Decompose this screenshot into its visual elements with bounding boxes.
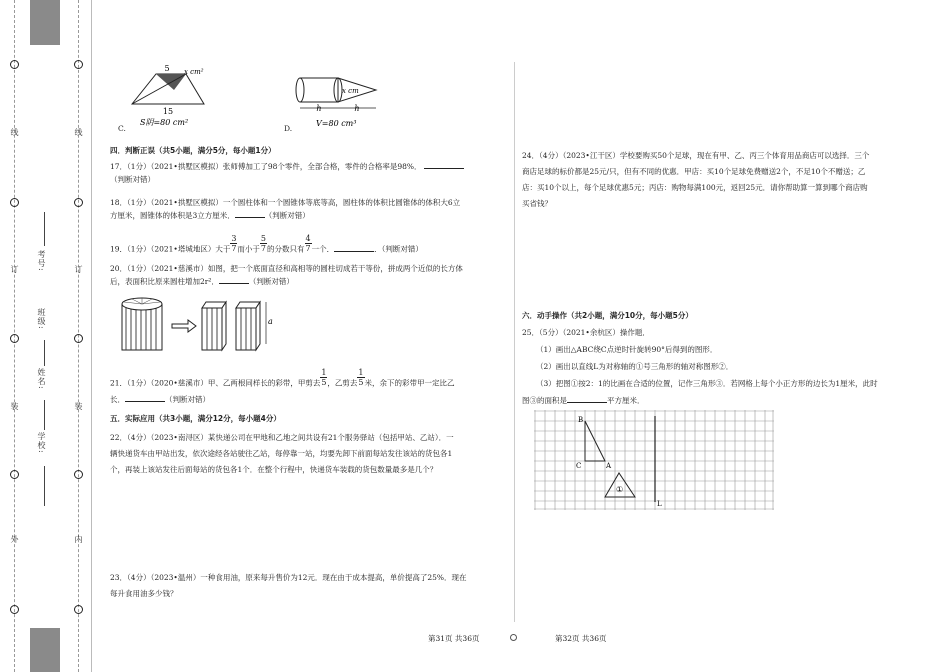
c-bottom-label: 15 <box>162 107 174 116</box>
question-25: 25．（5分）（2021•余杭区）操作题． （1）画出△ABC绕C点逆时针旋转90°后得到的图形． （2）画出以直线L为对称轴的①号三角形的轴对称图形②． （3）把图①按2：1的比画在合适的位置，记作三角形③．若网格上每个小正方形的边长为1厘米，此时 图③的面积是 平方厘米． <box>522 328 878 405</box>
figure-20-a-label: a <box>268 317 273 326</box>
answer-blank[interactable] <box>235 209 265 218</box>
c-top-label: 5 <box>164 64 170 73</box>
outer-label-xian: 线 <box>10 128 19 137</box>
binding-hole <box>74 198 83 207</box>
cylinder-left-end <box>296 78 304 102</box>
figure-20-cylinder-cut <box>118 296 283 358</box>
grid-label-a: A <box>606 462 612 470</box>
binding-hole <box>74 605 83 614</box>
question-19: 19．（1分）（2021•塔城地区）大于 $\frac{3}{7}$而小于 $\frac{5}{7}$的分数只有 $\frac{4}{7}$一个． ．（判断对错） <box>110 234 423 254</box>
section-6-title: 六．动手操作（共2小题，满分10分，每小题5分） <box>522 311 693 320</box>
field-name-label: 姓名: <box>37 368 46 390</box>
diagonal <box>132 74 186 104</box>
question-24: 24．（4分）（2023•江干区）学校要购买50个足球，现在有甲、乙、丙三个体育用品商店可以选择．三个 商店足球的标价都是25元/只，但有不同的优惠．甲店：买10个足球免费赠送2个，不足10个不赠送；乙 店：买10个以上，每个足球优惠5元；丙店：购物每满100元，返回25元．请你帮助算一算到哪个商店购 买省钱？ <box>522 151 870 208</box>
figure-c-label: C. <box>118 124 126 133</box>
page-border-left <box>91 0 92 672</box>
binding-hole <box>74 60 83 69</box>
field-class-input[interactable] <box>44 340 45 366</box>
c-var-label: x cm² <box>184 68 204 76</box>
outer-label-wai: 外 <box>10 535 19 544</box>
inner-label-nei: 内 <box>74 535 83 544</box>
field-school-label: 学校: <box>37 432 46 454</box>
field-name-input[interactable] <box>44 400 45 430</box>
question-17: 17．（1分）（2021•拱墅区模拟）张师傅加工了98个零件，全部合格，零件的合格率是98%． （判断对错） <box>110 160 510 186</box>
question-23: 23．（4分）（2023•温州）一种食用油，原来每升售价为12元．现在由于成本提高，单价提高了25%．现在 每升食用油多少钱？ <box>110 573 467 598</box>
grid-label-b: B <box>578 416 584 424</box>
binding-hole <box>10 605 19 614</box>
outer-label-zhuang: 装 <box>10 402 19 411</box>
footer-right: 第32页 共36页 <box>555 634 607 643</box>
answer-blank[interactable] <box>219 275 249 284</box>
striped-cylinder <box>122 298 162 350</box>
footer-separator-circle <box>510 634 517 641</box>
section-5-title: 五．实际应用（共3小题，满分12分，每小题4分） <box>110 414 281 423</box>
inner-label-zhuang: 装 <box>74 402 83 411</box>
question-22: 22．（4分）（2023•南浔区）某快递公司在甲地和乙地之间共设有21个服务驿站（包括甲站、乙站）．一 辆快递货车由甲站出发，依次途经各站驶往乙站，每停靠一站，均要先卸下前面每站发往该站的货包各1 个，再装上该站发往后面每站的货包各1个．在整个行程中，快递货车装载的货包数量最多是几个？ <box>110 433 454 474</box>
arrow-right <box>172 320 196 332</box>
binding-hole <box>74 334 83 343</box>
field-exam-id-label: 考号: <box>37 250 46 272</box>
inner-label-ding: 订 <box>74 265 83 274</box>
binding-hole <box>10 198 19 207</box>
binding-hole <box>10 334 19 343</box>
grid-label-one: ① <box>616 485 624 494</box>
binding-hole <box>10 470 19 479</box>
figure-d-cylinder-cone <box>292 68 382 130</box>
question-20: 20．（1分）（2021•慈溪市）如图，把一个底面直径和高相等的圆柱切成若干等份，拼成两个近似的长方体 后，表面积比原来圆柱增加2r²． （判断对错） <box>110 264 463 286</box>
footer-left: 第31页 共36页 <box>428 634 480 643</box>
outer-label-ding: 订 <box>10 265 19 274</box>
c-area-label: S阴=80 cm² <box>140 118 189 127</box>
column-divider <box>514 62 515 622</box>
field-exam-id-input[interactable] <box>44 212 45 246</box>
binding-bar-bottom <box>30 628 60 672</box>
figure-25-grid <box>534 410 774 510</box>
grid-label-c: C <box>576 462 582 470</box>
field-school-input[interactable] <box>44 466 45 506</box>
answer-blank[interactable] <box>567 394 607 403</box>
d-var-label: x cm <box>342 87 359 95</box>
answer-blank[interactable] <box>334 243 374 252</box>
grid-label-l: L <box>657 500 662 508</box>
section-4-title: 四．判断正误（共5小题，满分5分，每小题1分） <box>110 146 276 155</box>
d-h1-label: h <box>316 104 322 113</box>
figure-c-trapezoid <box>118 62 228 134</box>
answer-blank[interactable] <box>125 393 165 402</box>
answer-blank[interactable] <box>424 160 464 169</box>
d-volume-label: V=80 cm³ <box>316 119 357 128</box>
cuboid-2 <box>236 302 260 350</box>
binding-hole <box>10 60 19 69</box>
cuboid-1 <box>202 302 226 350</box>
question-21: 21．（1分）（2020•慈溪市）甲、乙两根同样长的彩带，甲剪去 $\frac{1}{5}$，乙剪去 $\frac{1}{5}$米，余下的彩带甲一定比乙 长． （判断对错） <box>110 368 455 404</box>
figure-d-label: D. <box>284 124 293 133</box>
inner-label-xian: 线 <box>74 128 83 137</box>
d-h2-label: h <box>354 104 360 113</box>
binding-hole <box>74 470 83 479</box>
binding-bar-top <box>30 0 60 45</box>
field-class-label: 班级: <box>37 308 46 330</box>
question-18: 18．（1分）（2021•拱墅区模拟）一个圆柱体和一个圆锥体等底等高，圆柱体的体积比圆锥体的体积大6立 方厘米，圆锥体的体积是3立方厘米． （判断对错） <box>110 198 461 220</box>
